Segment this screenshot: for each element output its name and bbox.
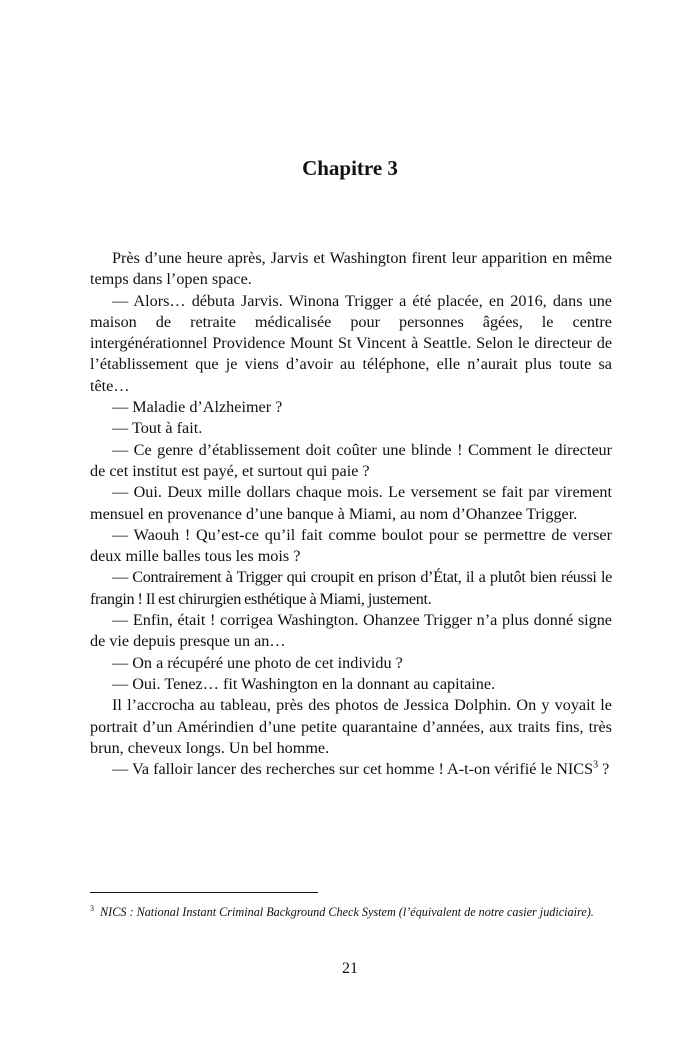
paragraph: Près d’une heure après, Jarvis et Washington firent leur apparition en même temps dans l’open space.	[90, 249, 612, 289]
paragraph: Il l’accrocha au tableau, près des photos de Jessica Dolphin. On y voyait le portrait d’un Amérindien d’une petite quarantaine d’années, aux traits fins, très brun, cheveux longs. Un bel homme.	[90, 696, 612, 757]
paragraph: — Maladie d’Alzheimer ?	[112, 398, 283, 417]
paragraph-with-footnote	[90, 759, 612, 780]
paragraph: — Oui. Deux mille dollars chaque mois. Le versement se fait par virement mensuel en provenance d’une banque à Miami, au nom d’Ohanzee Trigger.	[90, 483, 612, 523]
paragraph: — Contrairement à Trigger qui croupit en prison d’État, il a plutôt bien réussi le frangin ! Il est chirurgien esthétique à Miami, justement.	[90, 568, 612, 608]
paragraph-ending: ?	[598, 760, 610, 779]
footnote-text: NICS : National Instant Criminal Background Check System (l’équivalent de notre casier judiciaire).	[100, 905, 594, 919]
footnote	[90, 904, 612, 921]
paragraph: — Alors… débuta Jarvis. Winona Trigger a été placée, en 2016, dans une maison de retraite médicalisée pour personnes âgées, le centre intergénérationnel Providence Mount St Vincent à Seattle. Selon le directeur de l’établissement que je viens d’avoir au téléphone, elle n’aurait plus toute sa tête…	[90, 291, 612, 395]
paragraph: — Waouh ! Qu’est-ce qu’il fait comme boulot pour se permettre de verser deux mille balles tous les mois ?	[90, 525, 612, 566]
paragraph: — Enfin, était ! corrigea Washington. Ohanzee Trigger n’a plus donné signe de vie depuis presque un an…	[90, 611, 612, 651]
body-text	[90, 248, 612, 780]
paragraph: — Tout à fait.	[112, 419, 203, 438]
footnote-divider	[90, 892, 318, 893]
footnote-reference[interactable]: 3	[593, 759, 599, 771]
page-number: 21	[342, 960, 358, 977]
paragraph: — Oui. Tenez… fit Washington en la donnant au capitaine.	[112, 674, 496, 693]
chapter-title: Chapitre 3	[302, 156, 398, 180]
paragraph: — Ce genre d’établissement doit coûter une blinde ! Comment le directeur de cet institut est payé, et surtout qui paie ?	[90, 440, 612, 480]
paragraph: — On a récupéré une photo de cet individu ?	[112, 653, 403, 672]
footnote-marker: 3	[90, 903, 94, 913]
paragraph-text: — Va falloir lancer des recherches sur cet homme ! A-t-on vérifié le NICS	[112, 760, 594, 779]
